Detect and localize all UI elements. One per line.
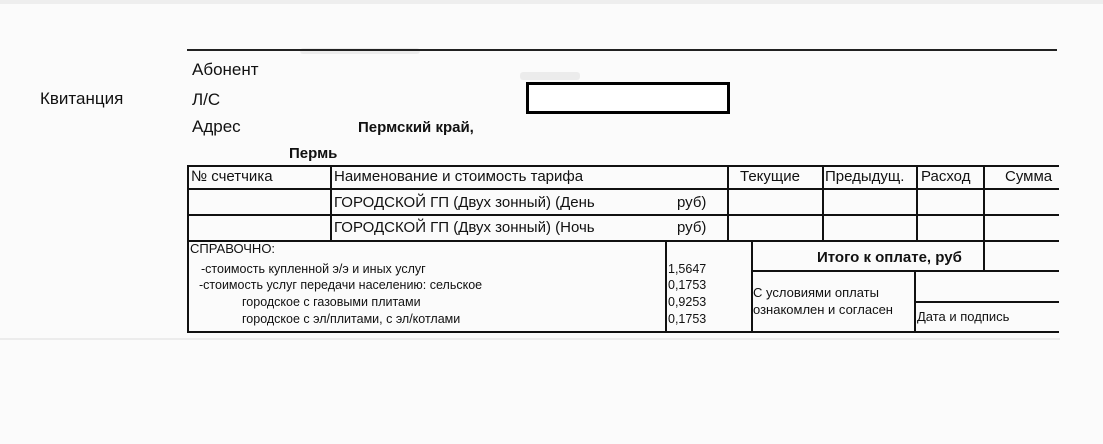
reference-line-label: городское с эл/плитами, с эл/котлами xyxy=(242,312,461,326)
address-label: Адрес xyxy=(192,117,241,136)
reference-line-value: 0,1753 xyxy=(668,278,707,292)
reference-line-label: городское с газовыми плитами xyxy=(242,295,421,309)
header-previous: Предыдущ. xyxy=(825,168,905,185)
row-tariff-unit: руб) xyxy=(677,194,707,211)
reference-line-value: 1,5647 xyxy=(668,262,707,276)
reference-line-value: 0,1753 xyxy=(668,312,707,326)
grid-line xyxy=(330,165,332,241)
account-label: Л/С xyxy=(192,90,221,109)
receipt-title: Квитанция xyxy=(40,89,124,108)
grid-line xyxy=(187,188,1059,190)
grid-line xyxy=(751,270,1059,272)
grid-line xyxy=(915,301,1059,303)
grid-line xyxy=(822,165,824,241)
date-sign-label: Дата и подпись xyxy=(917,309,1010,324)
grid-line xyxy=(727,165,729,241)
subscriber-label: Абонент xyxy=(192,60,259,79)
header-amount: Сумма xyxy=(1005,168,1053,185)
grid-line xyxy=(187,331,1059,333)
reference-line-label: -стоимость услуг передачи населению: сельское xyxy=(199,278,483,292)
grid-line xyxy=(187,240,1059,242)
header-tariff: Наименование и стоимость тарифа xyxy=(334,168,584,185)
address-region: Пермский край, xyxy=(358,119,474,136)
reference-line-value: 0,9253 xyxy=(668,295,707,309)
grid-line xyxy=(914,270,916,332)
row-tariff-name: ГОРОДСКОЙ ГП (Двух зонный) (Ночь xyxy=(334,219,595,236)
grid-line xyxy=(916,165,918,241)
agree-line-2: ознакомлен и согласен xyxy=(753,302,893,317)
scan-smudge xyxy=(520,72,580,80)
grid-line xyxy=(187,165,189,332)
account-number-box xyxy=(526,82,730,114)
total-label: Итого к оплате, руб xyxy=(817,249,962,266)
row-tariff-unit: руб) xyxy=(677,219,707,236)
grid-line xyxy=(983,165,985,270)
grid-line xyxy=(187,165,1059,167)
row-tariff-name: ГОРОДСКОЙ ГП (Двух зонный) (День xyxy=(334,194,595,211)
reference-heading: СПРАВОЧНО: xyxy=(190,241,276,256)
grid-line xyxy=(187,214,1059,216)
header-consumption: Расход xyxy=(921,168,971,185)
reference-line-label: -стоимость купленной э/э и иных услуг xyxy=(201,262,426,276)
scan-edge-top xyxy=(0,0,1103,4)
grid-line xyxy=(665,240,667,332)
header-rule xyxy=(187,49,1057,51)
header-meter-no: № счетчика xyxy=(191,168,273,185)
scan-edge-bottom xyxy=(0,338,1060,340)
address-city: Пермь xyxy=(289,145,338,162)
header-current: Текущие xyxy=(740,168,800,185)
agree-line-1: С условиями оплаты xyxy=(753,285,879,300)
